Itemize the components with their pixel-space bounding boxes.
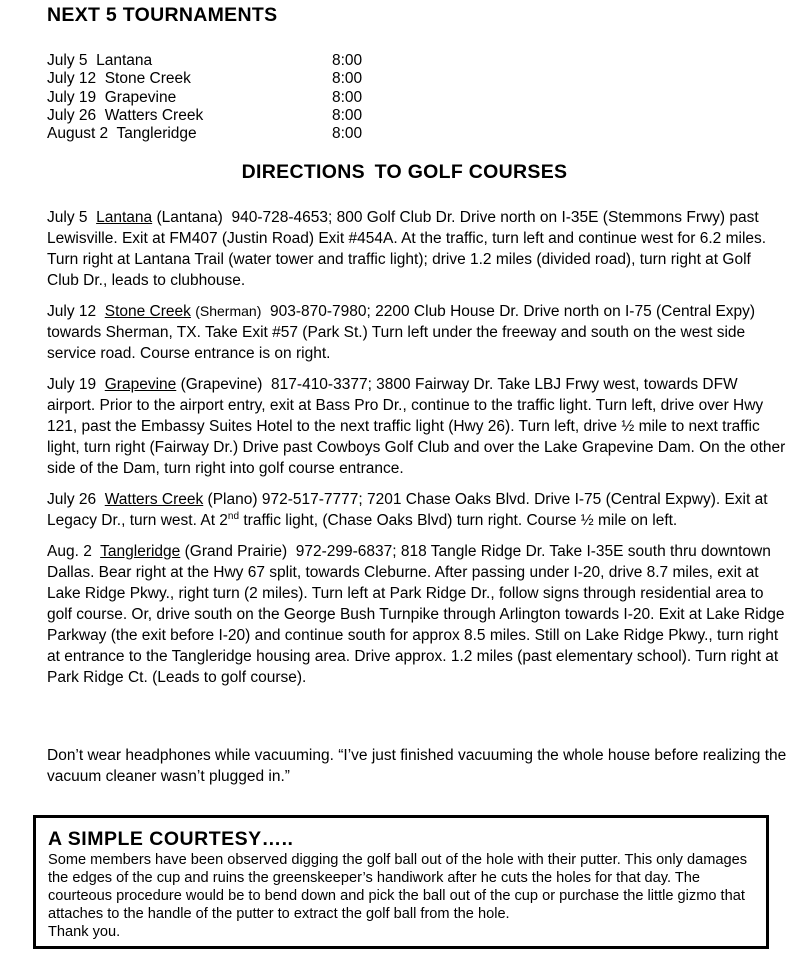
direction-date: July 5 [47,209,88,226]
course-city: (Grand Prairie) [184,543,288,560]
schedule-time: 8:00 [332,88,363,106]
schedule-time: 8:00 [332,106,363,124]
direction-date: July 12 [47,303,97,320]
schedule-event: July 26 Watters Creek [47,106,204,124]
course-city: (Lantana) [156,209,223,226]
direction-item [47,489,787,531]
direction-item [47,301,787,364]
courtesy-box [33,815,769,949]
tournament-schedule [47,52,362,143]
schedule-event: August 2 Tangleridge [47,125,197,143]
humor-quote: Don’t wear headphones while vacuuming. “I’ve just finished vacuuming the whole house before realizing the vacuum cleaner wasn’t plugged in.” [47,747,787,785]
schedule-event: July 12 Stone Creek [47,70,191,88]
schedule-event: July 19 Grapevine [47,88,177,106]
schedule-row [47,52,362,70]
schedule-row [47,125,362,143]
course-city: (Plano) [207,491,258,508]
course-name: Grapevine [104,376,177,393]
course-name: Tangleridge [100,543,181,560]
course-name: Watters Creek [104,491,204,508]
direction-date: July 19 [47,376,97,393]
directions-heading-b: TO GOLF COURSES [374,161,568,183]
schedule-row [47,107,362,125]
direction-text: 972-299-6837; 818 Tangle Ridge Dr. Take I-35E south thru downtown Dallas. Bear right at the Hwy 67 split, towards Cleburne. After passing under I-20, drive 8.7 miles, exit at Lake Ridge Pkwy., right turn (2 miles). Turn left at Park Ridge Dr., follow signs through residential area to golf course. Or, drive south on the George Bush Turnpike through Arlington towards I-20. Exit at Lake Ridge Parkway (the exit before I-20) and continue south for approx 8.5 miles. Still on Lake Ridge Pkwy., turn right at entrance to the Tangleridge housing area. Drive approx. 1.2 miles (past elementary school). Turn right at Park Ridge Ct. (Leads to golf course). [47,543,785,686]
schedule-row [47,70,362,88]
courtesy-body: Some members have been observed digging the golf ball out of the hole with their putter. This only damages the edges of the cup and ruins the greenskeeper’s handiwork after he cuts the holes for that day. The courteous procedure would be to bend down and pick the ball out of the cup or purchase the little gizmo that attaches to the handle of the putter to extract the golf ball from the hole. [48,852,748,922]
direction-item [47,207,787,291]
direction-text-a: 972-517-7777; 7201 Chase Oaks Blvd. Drive I-75 (Central Expwy). Exit at Legacy Dr., turn west. At 2 [47,491,768,529]
schedule-time: 8:00 [332,52,363,69]
tournaments-heading: NEXT 5 TOURNAMENTS [47,4,278,26]
direction-text-b: traffic light, (Chase Oaks Blvd) turn right. Course ½ mile on left. [239,512,678,529]
course-city: (Sherman) [195,303,262,319]
direction-text: 903-870-7980; 2200 Club House Dr. Drive north on I-75 (Central Expy) towards Sherman, TX. Take Exit #57 (Park St.) Turn left under the freeway and south on the west side service road. Course entrance is on right. [47,303,756,362]
ordinal-suffix: nd [227,510,240,522]
direction-item [47,374,787,479]
courtesy-title: A SIMPLE COURTESY….. [48,828,294,850]
direction-item [47,541,787,688]
schedule-time: 8:00 [332,70,363,88]
courtesy-closing: Thank you. [48,924,121,940]
schedule-time: 8:00 [332,125,363,143]
direction-date: July 26 [47,491,97,508]
course-name: Stone Creek [104,303,191,320]
direction-text: 817-410-3377; 3800 Fairway Dr. Take LBJ Frwy west, towards DFW airport. Prior to the airport entry, exit at Bass Pro Dr., continue to the traffic light. Turn left, drive over Hwy 121, past the Embassy Suites Hotel to the next traffic light (Hwy 26). Turn left, drive ½ mile to next traffic light, turn right (Fairway Dr.) Drive past Cowboys Golf Club and over the Lake Grapevine Dam. On the other side of the Dam, turn right into golf course entrance. [47,376,786,477]
directions-heading-a: DIRECTIONS [241,161,365,183]
directions-list [47,207,787,698]
directions-heading [0,161,805,184]
schedule-row [47,89,362,107]
course-name: Lantana [96,209,153,226]
course-city: (Grapevine) [180,376,263,393]
direction-date: Aug. 2 [47,543,92,560]
schedule-event: July 5 Lantana [47,52,153,69]
direction-text: 940-728-4653; 800 Golf Club Dr. Drive north on I-35E (Stemmons Frwy) past Lewisville. Exit at FM407 (Justin Road) Exit #454A. At the traffic, turn left and continue west for 6.2 miles. Turn right at Lantana Trail (water tower and traffic light); drive 1.2 miles (divided road), turn right at Golf Club Dr., leads to clubhouse. [47,209,767,289]
